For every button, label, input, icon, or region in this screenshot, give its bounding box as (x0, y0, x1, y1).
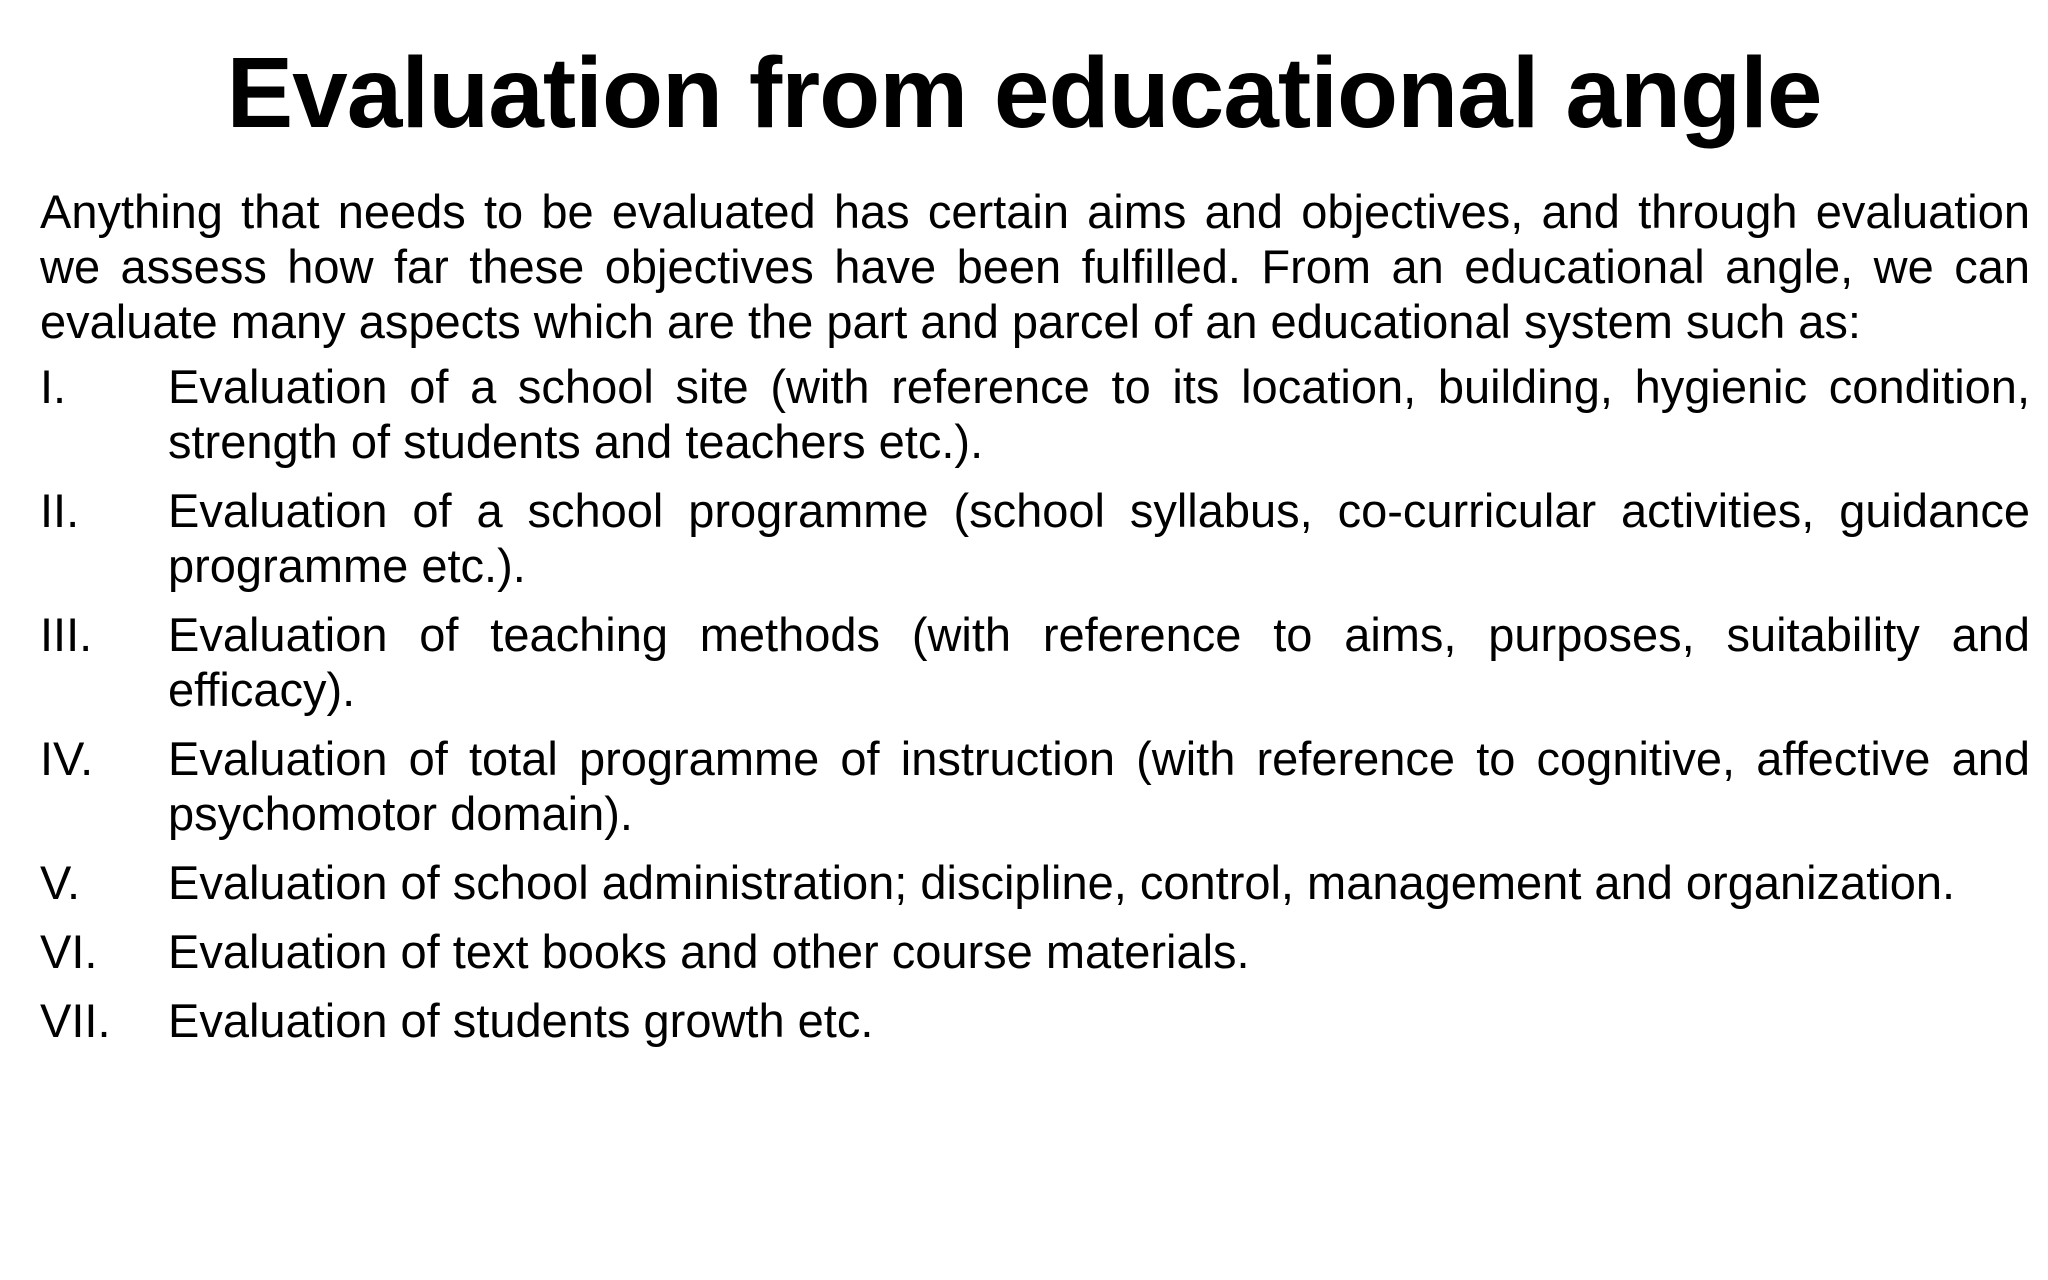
list-item (40, 607, 2030, 717)
list-item-numeral: VI. (40, 925, 98, 978)
slide-body (40, 184, 2030, 1062)
intro-paragraph: Anything that needs to be evaluated has certain aims and objectives, and through evaluation we assess how far these objectives have been fulfilled. From an educational angle, we can evaluate many aspects which are the part and parcel of an educational system such as: (40, 185, 2030, 348)
list-item-text: Evaluation of a school site (with reference to its location, building, hygienic condition, strength of students and teachers etc.). (168, 360, 2030, 468)
list-item-numeral: I. (40, 360, 67, 413)
list-item (40, 731, 2030, 841)
list-item (40, 924, 2030, 979)
list-item-numeral: III. (40, 608, 93, 661)
list-item-numeral: VII. (40, 994, 111, 1047)
slide-title: Evaluation from educational angle (226, 37, 1822, 149)
list-item-numeral: V. (40, 856, 81, 909)
list-item-text: Evaluation of text books and other course materials. (168, 925, 1250, 978)
aspects-list (40, 359, 2030, 1048)
list-item (40, 993, 2030, 1048)
list-item-text: Evaluation of a school programme (school syllabus, co-curricular activities, guidance programme etc.). (168, 484, 2030, 592)
list-item-numeral: IV. (40, 732, 94, 785)
list-item-text: Evaluation of students growth etc. (168, 994, 874, 1047)
list-item-numeral: II. (40, 484, 80, 537)
list-item-text: Evaluation of teaching methods (with reference to aims, purposes, suitability and efficacy). (168, 608, 2030, 716)
list-item (40, 359, 2030, 469)
list-item (40, 483, 2030, 593)
list-item-text: Evaluation of school administration; discipline, control, management and organization. (168, 856, 1956, 909)
list-item-text: Evaluation of total programme of instruction (with reference to cognitive, affective and psychomotor domain). (168, 732, 2030, 840)
list-item (40, 855, 2030, 910)
